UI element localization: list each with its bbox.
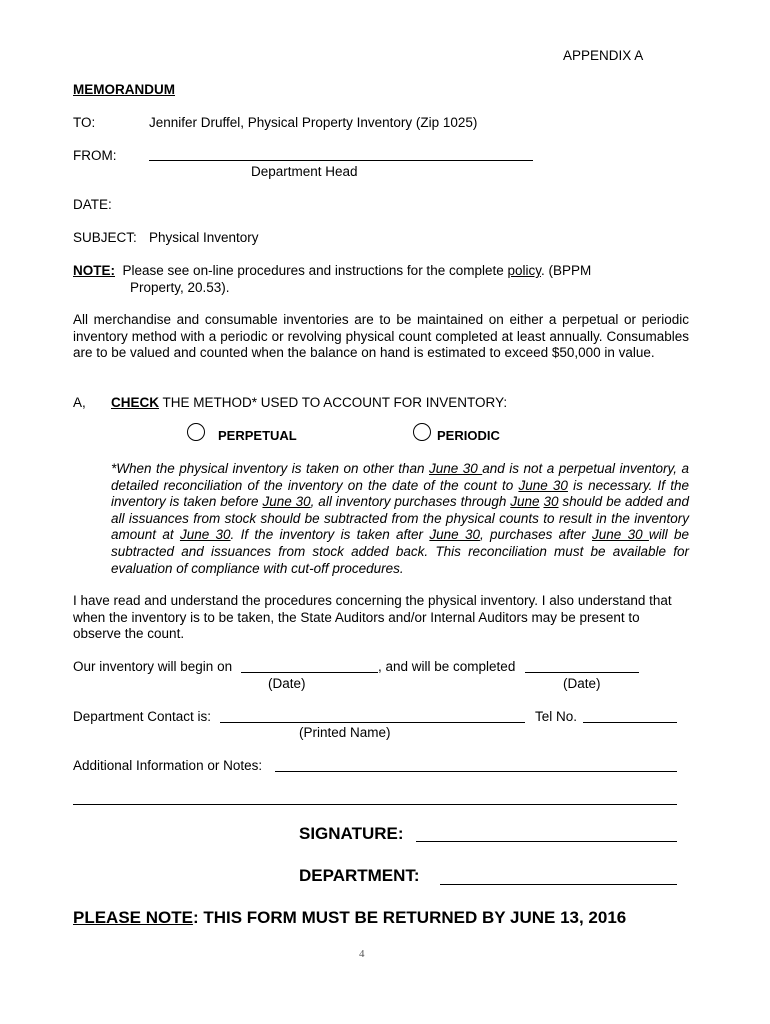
please-note-label: PLEASE NOTE: [73, 908, 193, 927]
footnote-date: June 30: [262, 494, 311, 510]
footnote-text: should be added and all issuances from stock should be subtracted from the physical counts to result in the inventory amount at: [111, 494, 689, 543]
to-label: TO:: [73, 115, 96, 130]
notes-label: Additional Information or Notes:: [73, 758, 263, 773]
signature-field[interactable]: [416, 841, 677, 842]
memo-title: MEMORANDUM: [73, 82, 175, 97]
please-note-message: : THIS FORM MUST BE RETURNED BY JUNE 13, 2016: [192, 908, 627, 927]
footnote-date: June: [510, 494, 540, 510]
completed-date-field[interactable]: [525, 672, 639, 673]
footnote-date: June 30: [591, 527, 649, 543]
footnote-text: *When the physical inventory is taken on other than: [111, 461, 429, 476]
from-caption: Department Head: [251, 164, 358, 179]
begin-date-caption: (Date): [268, 676, 306, 691]
contact-name-field[interactable]: [220, 722, 525, 723]
subject-label: SUBJECT:: [73, 230, 137, 245]
footnote-date: June 30: [179, 527, 231, 543]
note-text-after: . (BPPM: [541, 263, 592, 278]
tel-field[interactable]: [583, 722, 677, 723]
note-label: NOTE:: [73, 263, 115, 278]
appendix-label: APPENDIX A: [563, 48, 644, 63]
intro-paragraph: All merchandise and consumable inventories are to be maintained on either a perpetual or periodic inventory method with a periodic or revolving physical count completed at least annually. Consumables are to be valued and counted when the balance on hand is estimated to exceed $50,000 in value.: [73, 312, 689, 361]
perpetual-radio[interactable]: [187, 423, 205, 441]
department-label: DEPARTMENT:: [299, 866, 420, 885]
from-label: FROM:: [73, 148, 117, 163]
page-number: 4: [359, 948, 365, 960]
section-a-heading: [111, 395, 507, 411]
section-a-letter: A,: [73, 395, 86, 410]
footnote-text: , purchases after: [479, 527, 592, 543]
begin-date-field[interactable]: [241, 672, 378, 673]
footnote-date: 30: [543, 494, 559, 510]
footnote-date: June 30: [518, 477, 568, 493]
notes-field-line-1[interactable]: [275, 771, 677, 772]
check-word: CHECK: [111, 395, 160, 410]
note-line-1: [73, 263, 591, 279]
footnote-text: , all inventory purchases through: [310, 494, 511, 510]
footnote-text: and is not a perpetual inventory, a detailed reconciliation of the inventory on the date of the count to: [111, 461, 689, 493]
footnote-date: June 30: [429, 527, 480, 543]
tel-label: Tel No.: [535, 709, 578, 724]
acknowledge-paragraph: I have read and understand the procedures concerning the physical inventory. I also understand that when the inventory is to be taken, the State Auditors and/or Internal Auditors may be present to observe the count.: [73, 593, 672, 642]
completed-label: , and will be completed: [378, 659, 516, 674]
policy-link[interactable]: policy: [507, 263, 541, 278]
subject-value: Physical Inventory: [149, 230, 259, 245]
begin-label: Our inventory will begin on: [73, 659, 233, 674]
to-value: Jennifer Druffel, Physical Property Inventory (Zip 1025): [149, 115, 478, 130]
signature-label: SIGNATURE:: [299, 824, 404, 843]
footnote-date: June 30: [428, 461, 483, 476]
contact-caption: (Printed Name): [299, 725, 391, 740]
perpetual-label: PERPETUAL: [218, 428, 297, 443]
periodic-radio[interactable]: [413, 423, 431, 441]
note-line-2: Property, 20.53).: [130, 280, 230, 295]
from-field[interactable]: [149, 160, 533, 161]
footnote-text: is necessary. If the inventory is taken before: [111, 477, 689, 510]
please-note-line: [73, 908, 626, 929]
periodic-label: PERIODIC: [437, 428, 500, 443]
date-label: DATE:: [73, 197, 112, 212]
footnote-text: . If the inventory is taken after: [230, 527, 430, 543]
department-field[interactable]: [440, 884, 677, 885]
note-text: Please see on-line procedures and instructions for the complete: [122, 263, 508, 278]
section-a-rest: THE METHOD* USED TO ACCOUNT FOR INVENTORY:: [159, 395, 508, 410]
notes-field-line-2[interactable]: [73, 804, 677, 805]
completed-date-caption: (Date): [563, 676, 601, 691]
footnote-text: will be subtracted and issuances from stock added back. This reconciliation must be available for evaluation of compliance with cut-off procedures.: [111, 527, 690, 576]
contact-label: Department Contact is:: [73, 709, 212, 724]
footnote-paragraph: [111, 461, 689, 577]
